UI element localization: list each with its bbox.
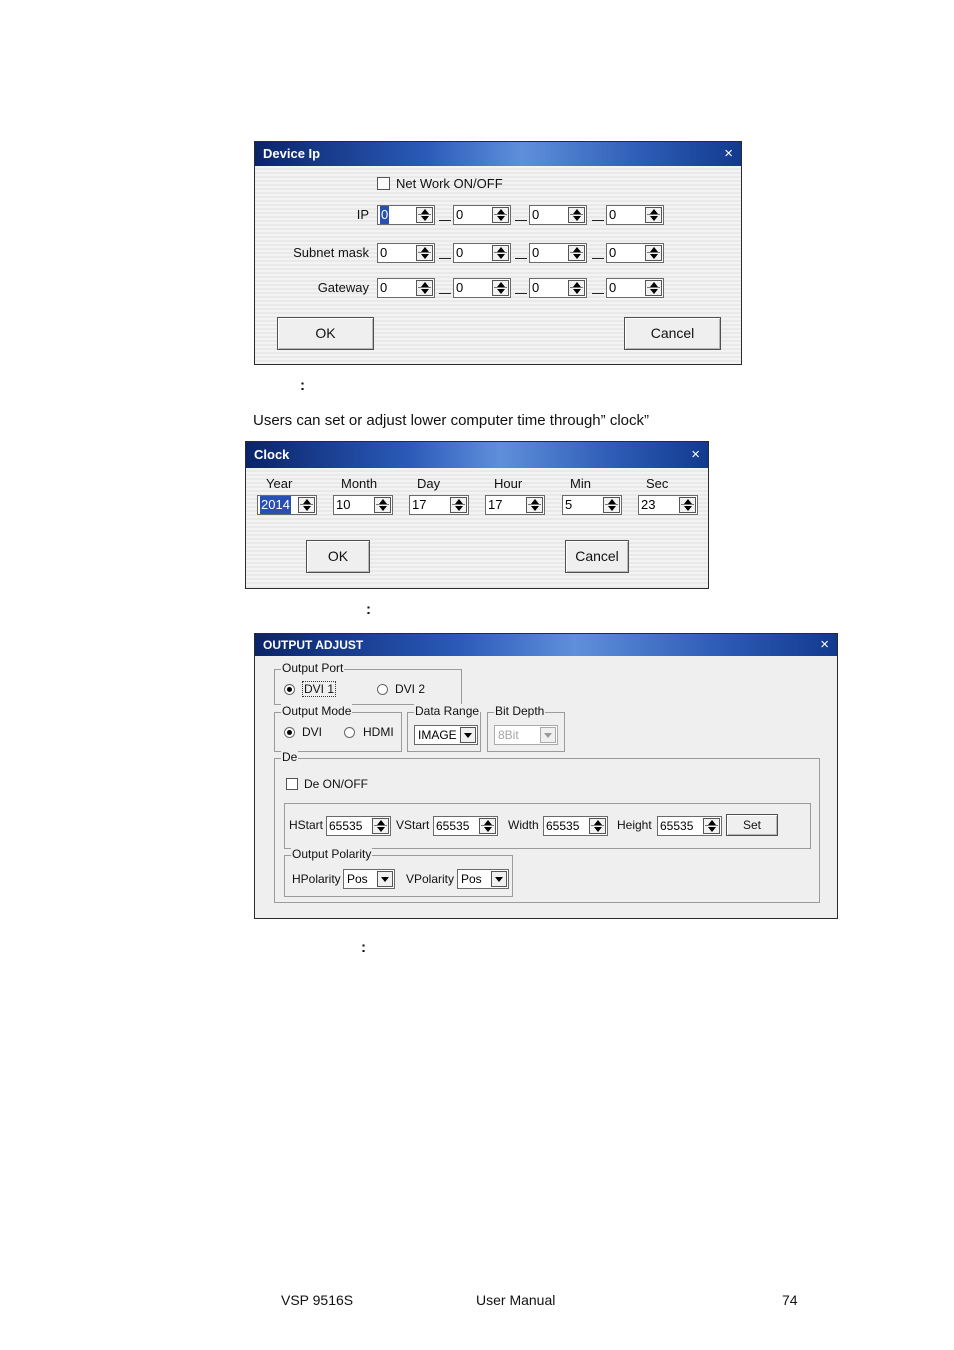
subnet-label: Subnet mask — [293, 245, 369, 260]
output-adjust-title: OUTPUT ADJUST — [263, 638, 364, 652]
de-title: De — [282, 750, 298, 764]
ip-octet-3-value: 0 — [532, 207, 540, 222]
subnet-octet-4[interactable] — [606, 243, 664, 263]
cancel-button[interactable]: Cancel — [565, 540, 629, 573]
hour-label: Hour — [494, 476, 523, 491]
spin-arrows-icon[interactable] — [374, 497, 391, 513]
hstart-value: 65535 — [329, 819, 363, 833]
dvi2-radio[interactable] — [377, 684, 388, 695]
vpolarity-label: VPolarity — [406, 872, 455, 886]
spin-arrows-icon[interactable] — [679, 497, 696, 513]
sec-value: 23 — [641, 497, 656, 512]
height-label: Height — [617, 818, 652, 832]
output-polarity-group — [284, 847, 513, 897]
spin-arrows-icon[interactable] — [416, 245, 433, 261]
gateway-octet-3[interactable] — [529, 278, 587, 298]
device-ip-body — [255, 166, 741, 364]
dvi2-label: DVI 2 — [395, 682, 426, 696]
spin-arrows-icon[interactable] — [372, 818, 389, 834]
spin-arrows-icon[interactable] — [703, 818, 720, 834]
ip-octet-2[interactable] — [453, 205, 511, 225]
separator-dash — [592, 258, 604, 259]
ip-octet-1-value: 0 — [381, 207, 389, 222]
gateway-octet-4[interactable] — [606, 278, 664, 298]
device-ip-titlebar[interactable] — [255, 142, 741, 166]
de-toggle-label: De ON/OFF — [304, 777, 369, 791]
caption-3: : — [361, 939, 366, 956]
vstart-value: 65535 — [436, 819, 470, 833]
month-label: Month — [341, 476, 378, 491]
clock-titlebar[interactable] — [246, 442, 708, 468]
spin-arrows-icon[interactable] — [492, 245, 509, 261]
spin-arrows-icon[interactable] — [298, 497, 315, 513]
width-spinner[interactable] — [543, 816, 608, 836]
gateway-octet-3-value: 0 — [532, 280, 540, 295]
hpolarity-value: Pos — [347, 872, 368, 886]
hpolarity-select[interactable] — [343, 869, 395, 889]
output-adjust-titlebar[interactable] — [255, 634, 837, 656]
clock-description: Users can set or adjust lower computer time through” clock” — [253, 412, 649, 429]
bit-depth-select[interactable] — [494, 725, 558, 745]
output-mode-title: Output Mode — [282, 704, 352, 718]
ip-octet-1[interactable] — [377, 205, 435, 225]
min-label: Min — [570, 476, 591, 491]
spin-arrows-icon[interactable] — [450, 497, 467, 513]
subnet-octet-2-value: 0 — [456, 245, 464, 260]
spin-arrows-icon[interactable] — [416, 207, 433, 223]
footer-page-number: 74 — [782, 1292, 798, 1308]
ip-octet-3[interactable] — [529, 205, 587, 225]
clock-body — [246, 468, 708, 588]
chevron-down-icon[interactable] — [540, 727, 556, 743]
network-label: Net Work ON/OFF — [396, 176, 503, 191]
de-checkbox[interactable] — [286, 778, 298, 790]
hstart-label: HStart — [289, 818, 324, 832]
dvi-mode-radio[interactable] — [284, 727, 295, 738]
hour-value: 17 — [488, 497, 503, 512]
subnet-octet-1[interactable] — [377, 243, 435, 263]
subnet-octet-3[interactable] — [529, 243, 587, 263]
footer-model: VSP 9516S — [281, 1292, 354, 1308]
spin-arrows-icon[interactable] — [568, 245, 585, 261]
hpolarity-label: HPolarity — [292, 872, 341, 886]
output-port-group — [274, 661, 462, 705]
network-checkbox[interactable] — [377, 177, 390, 190]
clock-title: Clock — [254, 447, 290, 462]
device-ip-title: Device Ip — [263, 146, 321, 161]
bit-depth-value: 8Bit — [498, 728, 519, 742]
vpolarity-value: Pos — [461, 872, 482, 886]
separator-dash — [439, 258, 451, 259]
output-polarity-title: Output Polarity — [292, 847, 372, 861]
ip-octet-4-value: 0 — [609, 207, 617, 222]
subnet-octet-3-value: 0 — [532, 245, 540, 260]
separator-dash — [439, 220, 451, 221]
spin-arrows-icon[interactable] — [492, 280, 509, 296]
min-value: 5 — [565, 497, 573, 512]
spin-arrows-icon[interactable] — [645, 245, 662, 261]
gateway-octet-1[interactable] — [377, 278, 435, 298]
subnet-octet-1-value: 0 — [380, 245, 388, 260]
set-button[interactable]: Set — [726, 814, 778, 836]
data-range-title: Data Range — [415, 704, 480, 718]
spin-arrows-icon[interactable] — [568, 280, 585, 296]
separator-dash — [515, 293, 527, 294]
spin-arrows-icon[interactable] — [492, 207, 509, 223]
gateway-octet-2-value: 0 — [456, 280, 464, 295]
chevron-down-icon[interactable] — [460, 727, 476, 743]
vstart-spinner[interactable] — [433, 816, 498, 836]
spin-arrows-icon[interactable] — [645, 280, 662, 296]
de-group — [274, 750, 820, 903]
year-spinner[interactable] — [257, 495, 317, 515]
device-ip-dialog — [254, 141, 742, 365]
bit-depth-group — [487, 704, 565, 752]
height-spinner[interactable] — [657, 816, 722, 836]
spin-arrows-icon[interactable] — [603, 497, 620, 513]
output-port-title: Output Port — [282, 661, 344, 675]
month-value: 10 — [336, 497, 351, 512]
gateway-octet-4-value: 0 — [609, 280, 617, 295]
output-adjust-dialog — [254, 633, 838, 919]
vstart-label: VStart — [396, 818, 430, 832]
clock-dialog — [245, 441, 709, 589]
ip-octet-4[interactable] — [606, 205, 664, 225]
sec-label: Sec — [646, 476, 669, 491]
subnet-octet-2[interactable] — [453, 243, 511, 263]
spin-arrows-icon[interactable] — [416, 280, 433, 296]
hdmi-mode-label: HDMI — [363, 725, 394, 739]
min-spinner[interactable] — [562, 495, 622, 515]
spin-arrows-icon[interactable] — [479, 818, 496, 834]
cancel-button[interactable]: Cancel — [624, 317, 721, 350]
ok-button[interactable]: OK — [277, 317, 374, 350]
day-value: 17 — [412, 497, 427, 512]
day-spinner[interactable] — [409, 495, 469, 515]
sec-spinner[interactable] — [638, 495, 698, 515]
spin-arrows-icon[interactable] — [526, 497, 543, 513]
dvi1-radio[interactable] — [284, 684, 295, 695]
chevron-down-icon[interactable] — [377, 871, 393, 887]
separator-dash — [439, 293, 451, 294]
footer-doc-title: User Manual — [476, 1292, 556, 1308]
ip-octet-2-value: 0 — [456, 207, 464, 222]
vpolarity-select[interactable] — [457, 869, 509, 889]
close-icon[interactable]: × — [724, 145, 733, 162]
width-value: 65535 — [546, 819, 580, 833]
day-label: Day — [417, 476, 441, 491]
close-icon[interactable]: × — [820, 636, 829, 653]
year-value: 2014 — [261, 497, 290, 512]
gateway-octet-2[interactable] — [453, 278, 511, 298]
height-value: 65535 — [660, 819, 694, 833]
separator-dash — [515, 258, 527, 259]
dvi1-label: DVI 1 — [304, 682, 335, 696]
gateway-label: Gateway — [317, 280, 369, 295]
bit-depth-title: Bit Depth — [495, 704, 545, 718]
dvi-mode-label: DVI — [302, 725, 323, 739]
data-range-select[interactable] — [414, 725, 478, 745]
ip-label: IP — [356, 207, 369, 222]
ok-button[interactable]: OK — [306, 540, 370, 573]
separator-dash — [515, 220, 527, 221]
close-icon[interactable]: × — [691, 446, 700, 463]
caption-2: : — [366, 601, 371, 618]
spin-arrows-icon[interactable] — [645, 207, 662, 223]
output-mode-group — [274, 704, 402, 752]
width-label: Width — [508, 818, 539, 832]
hour-spinner[interactable] — [485, 495, 545, 515]
separator-dash — [592, 293, 604, 294]
output-adjust-body — [255, 656, 837, 918]
gateway-octet-1-value: 0 — [380, 280, 388, 295]
year-label: Year — [266, 476, 293, 491]
hstart-spinner[interactable] — [326, 816, 391, 836]
subnet-octet-4-value: 0 — [609, 245, 617, 260]
data-range-value: IMAGE — [418, 728, 457, 742]
chevron-down-icon[interactable] — [491, 871, 507, 887]
hdmi-mode-radio[interactable] — [344, 727, 355, 738]
de-timing-group — [284, 803, 811, 849]
spin-arrows-icon[interactable] — [568, 207, 585, 223]
data-range-group — [407, 704, 481, 752]
caption-1: : — [300, 377, 305, 394]
separator-dash — [592, 220, 604, 221]
month-spinner[interactable] — [333, 495, 393, 515]
spin-arrows-icon[interactable] — [589, 818, 606, 834]
